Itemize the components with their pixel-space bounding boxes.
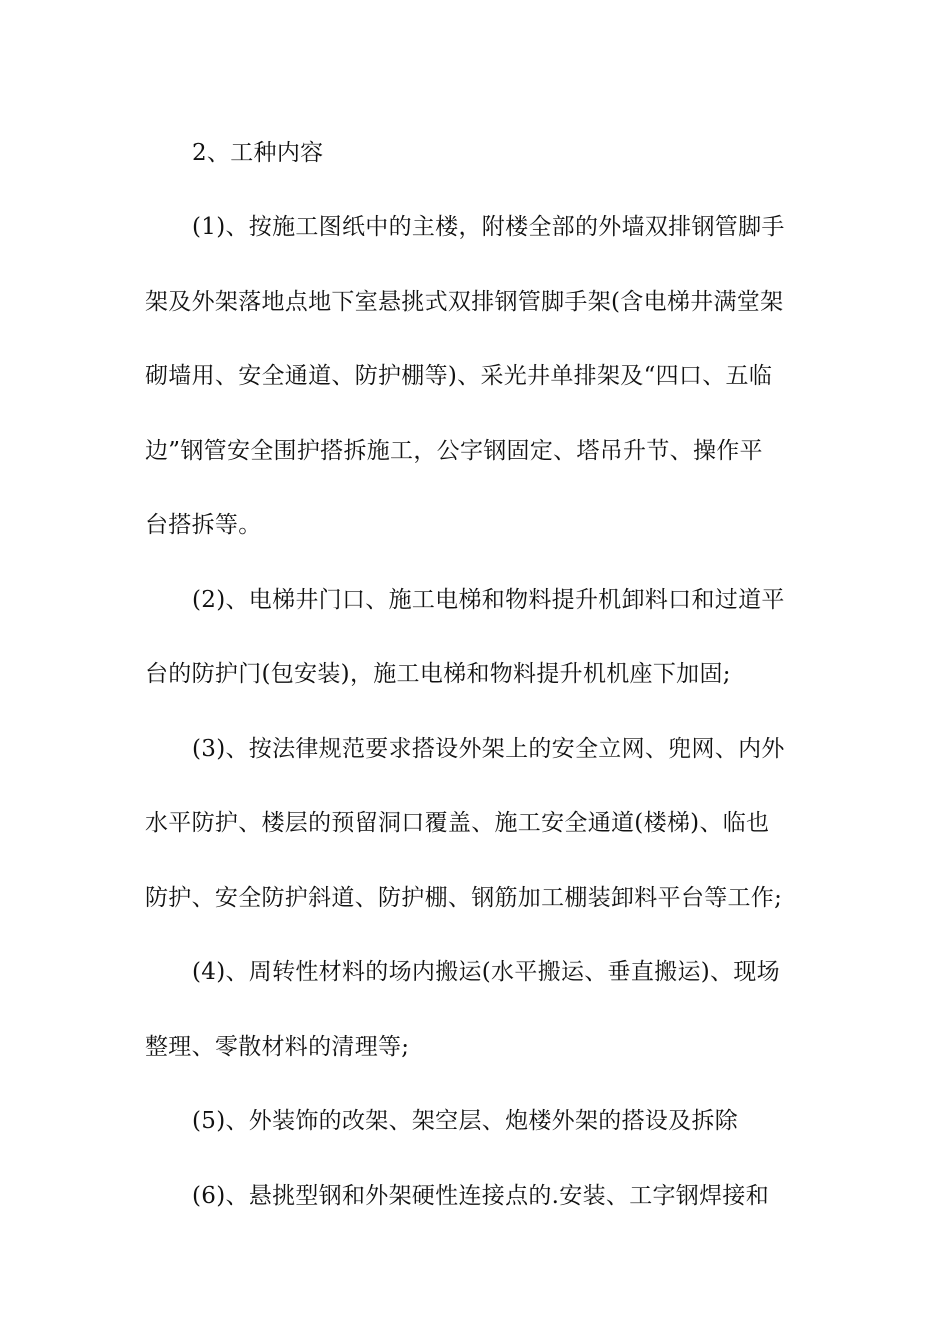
paragraph-5-line-1: (5)、外装饰的改架、架空层、炮楼外架的搭设及拆除 bbox=[192, 1108, 739, 1134]
paragraph-2-line-2: 台的防护门(包安装)，施工电梯和物料提升机机座下加固; bbox=[145, 661, 731, 687]
section-heading: 2、工种内容 bbox=[192, 140, 324, 166]
paragraph-6-line-1: (6)、悬挑型钢和外架硬性连接点的.安装、工字钢焊接和 bbox=[192, 1183, 769, 1209]
paragraph-1-line-5: 台搭拆等。 bbox=[145, 512, 262, 538]
paragraph-1-line-3: 砌墙用、安全通道、防护棚等)、采光井单排架及“四口、五临 bbox=[145, 363, 773, 389]
paragraph-3-line-3: 防护、安全防护斜道、防护棚、钢筋加工棚装卸料平台等工作; bbox=[145, 885, 783, 911]
paragraph-3-line-2: 水平防护、楼层的预留洞口覆盖、施工安全通道(楼梯)、临也 bbox=[145, 810, 770, 836]
paragraph-2-line-1: (2)、电梯井门口、施工电梯和物料提升机卸料口和过道平 bbox=[192, 587, 785, 613]
paragraph-3-line-1: (3)、按法律规范要求搭设外架上的安全立网、兜网、内外 bbox=[192, 736, 785, 762]
paragraph-1-line-2: 架及外架落地点地下室悬挑式双排钢管脚手架(含电梯井满堂架 bbox=[145, 289, 784, 315]
paragraph-4-line-2: 整理、零散材料的清理等; bbox=[145, 1034, 410, 1060]
paragraph-1-line-4: 边”钢管安全围护搭拆施工，公字钢固定、塔吊升节、操作平 bbox=[145, 438, 763, 464]
paragraph-4-line-1: (4)、周转性材料的场内搬运(水平搬运、垂直搬运)、现场 bbox=[192, 959, 780, 985]
paragraph-1-line-1: (1)、按施工图纸中的主楼，附楼全部的外墙双排钢管脚手 bbox=[192, 214, 785, 240]
